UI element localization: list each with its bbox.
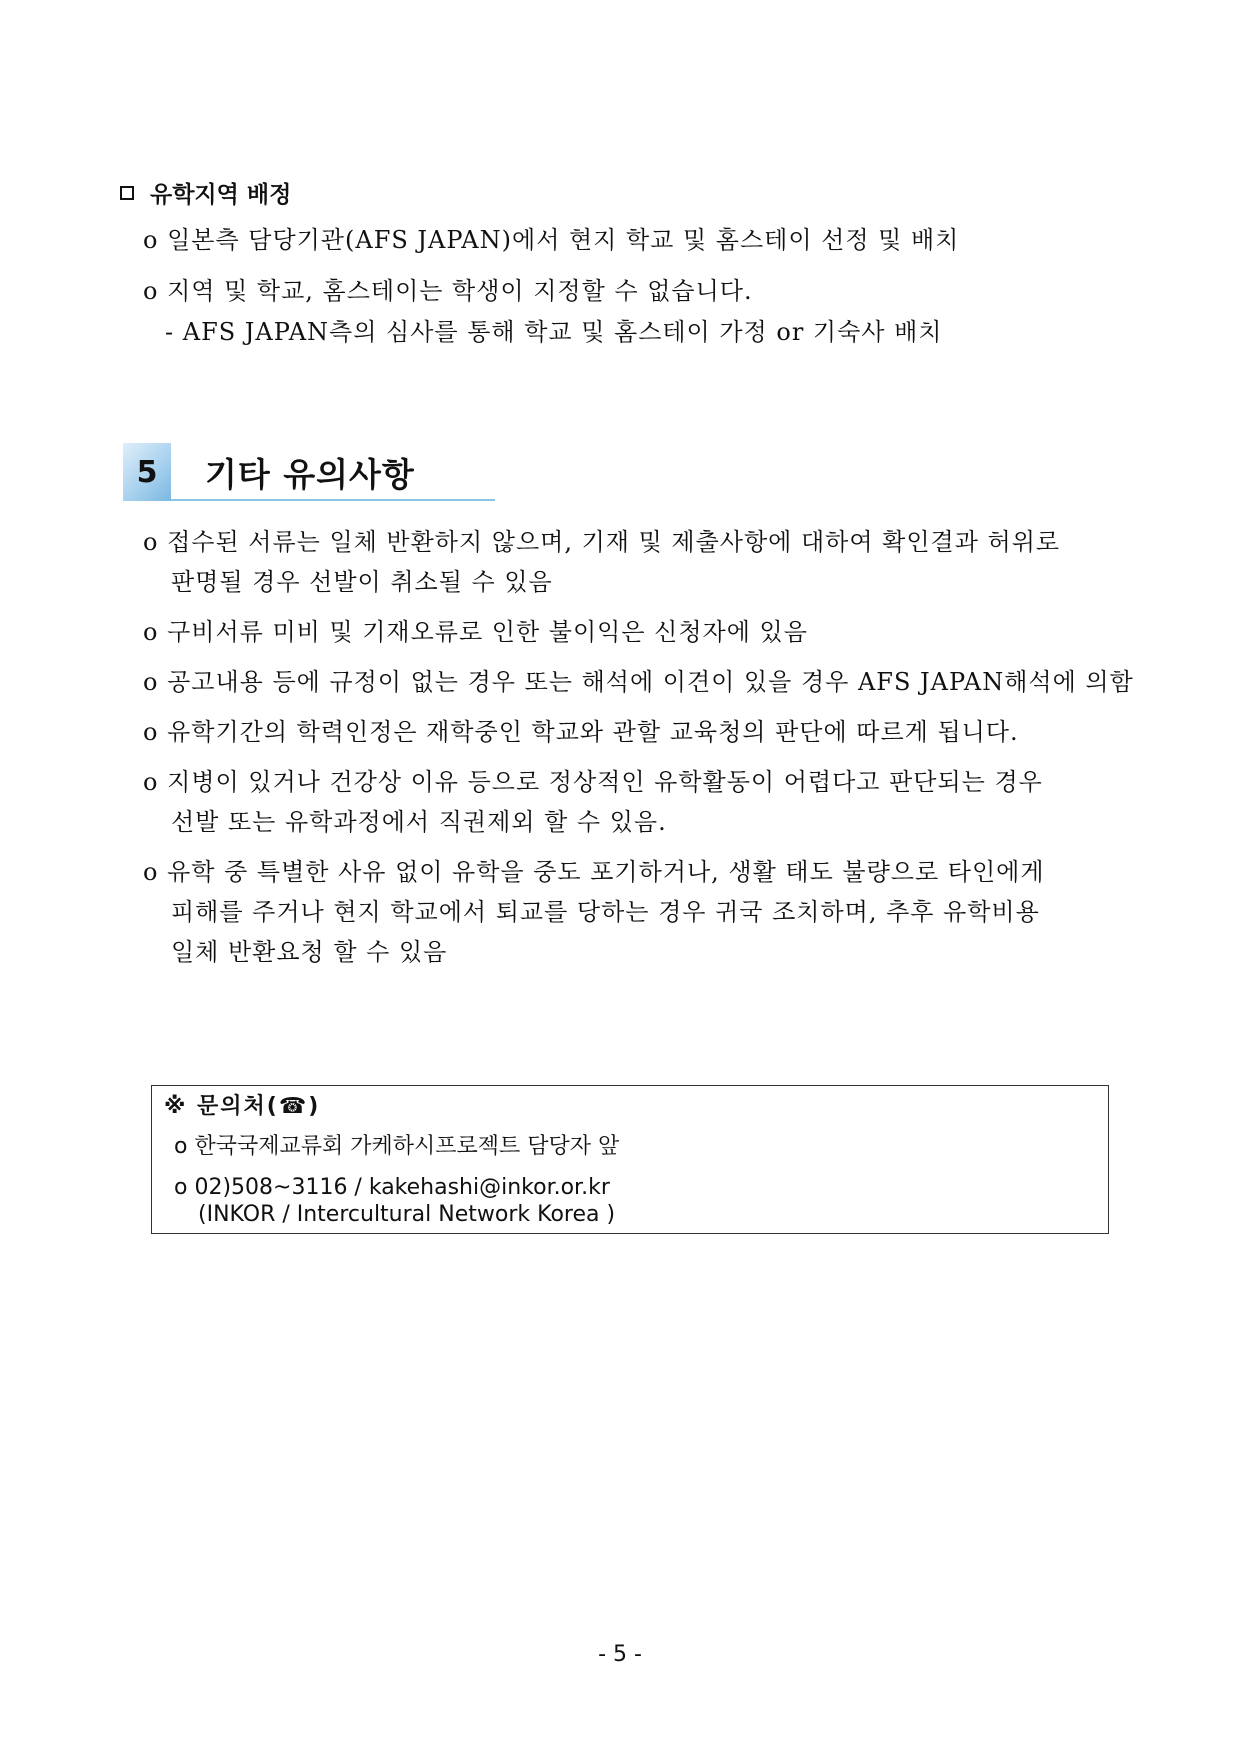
contact-phone-email: o 02)508~3116 / kakehashi@inkor.or.kr (174, 1175, 610, 1200)
checkbox-icon (120, 186, 134, 200)
notice-line: o 공고내용 등에 규정이 없는 경우 또는 해석에 이견이 있을 경우 AFS JAPAN해석에 의함 (143, 668, 1134, 696)
contact-org: o 한국국제교류회 가케하시프로젝트 담당자 앞 (174, 1134, 620, 1159)
contact-org-en: (INKOR / Intercultural Network Korea ) (198, 1202, 616, 1227)
notice-line: o 유학 중 특별한 사유 없이 유학을 중도 포기하거나, 생활 태도 불량으로 타인에게 (143, 858, 1045, 886)
placement-item-2: o 지역 및 학교, 홈스테이는 학생이 지정할 수 없습니다. (143, 277, 753, 305)
notice-line: o 구비서류 미비 및 기재오류로 인한 불이익은 신청자에 있음 (143, 618, 808, 646)
notice-line: 선발 또는 유학과정에서 직권제외 할 수 있음. (171, 808, 667, 836)
placement-item-1: o 일본측 담당기관(AFS JAPAN)에서 현지 학교 및 홈스테이 선정 및 배치 (143, 226, 960, 254)
section-title-placement (120, 176, 291, 209)
section-5-title: 기타 유의사항 (205, 455, 415, 494)
contact-title: ※ 문의처(☎) (164, 1094, 321, 1119)
section-title-text: 유학지역 배정 (150, 182, 292, 208)
notice-line: o 유학기간의 학력인정은 재학중인 학교와 관할 교육청의 판단에 따르게 됩니다. (143, 718, 1019, 746)
heading-underline (171, 499, 495, 501)
notice-line: 판명될 경우 선발이 취소될 수 있음 (171, 568, 553, 596)
section-number-badge: 5 (123, 443, 171, 501)
placement-sub-item: - AFS JAPAN측의 심사를 통해 학교 및 홈스테이 가정 or 기숙사 배치 (165, 318, 943, 346)
notice-line: 피해를 주거나 현지 학교에서 퇴교를 당하는 경우 귀국 조치하며, 추후 유학비용 (171, 898, 1040, 926)
section-5-heading (123, 443, 495, 501)
notice-line: 일체 반환요청 할 수 있음 (171, 938, 448, 966)
notice-line: o 접수된 서류는 일체 반환하지 않으며, 기재 및 제출사항에 대하여 확인결과 허위로 (143, 528, 1061, 556)
notice-line: o 지병이 있거나 건강상 이유 등으로 정상적인 유학활동이 어렵다고 판단되는 경우 (143, 768, 1043, 796)
contact-box (151, 1085, 1109, 1234)
page-number: - 5 - (598, 1642, 642, 1667)
